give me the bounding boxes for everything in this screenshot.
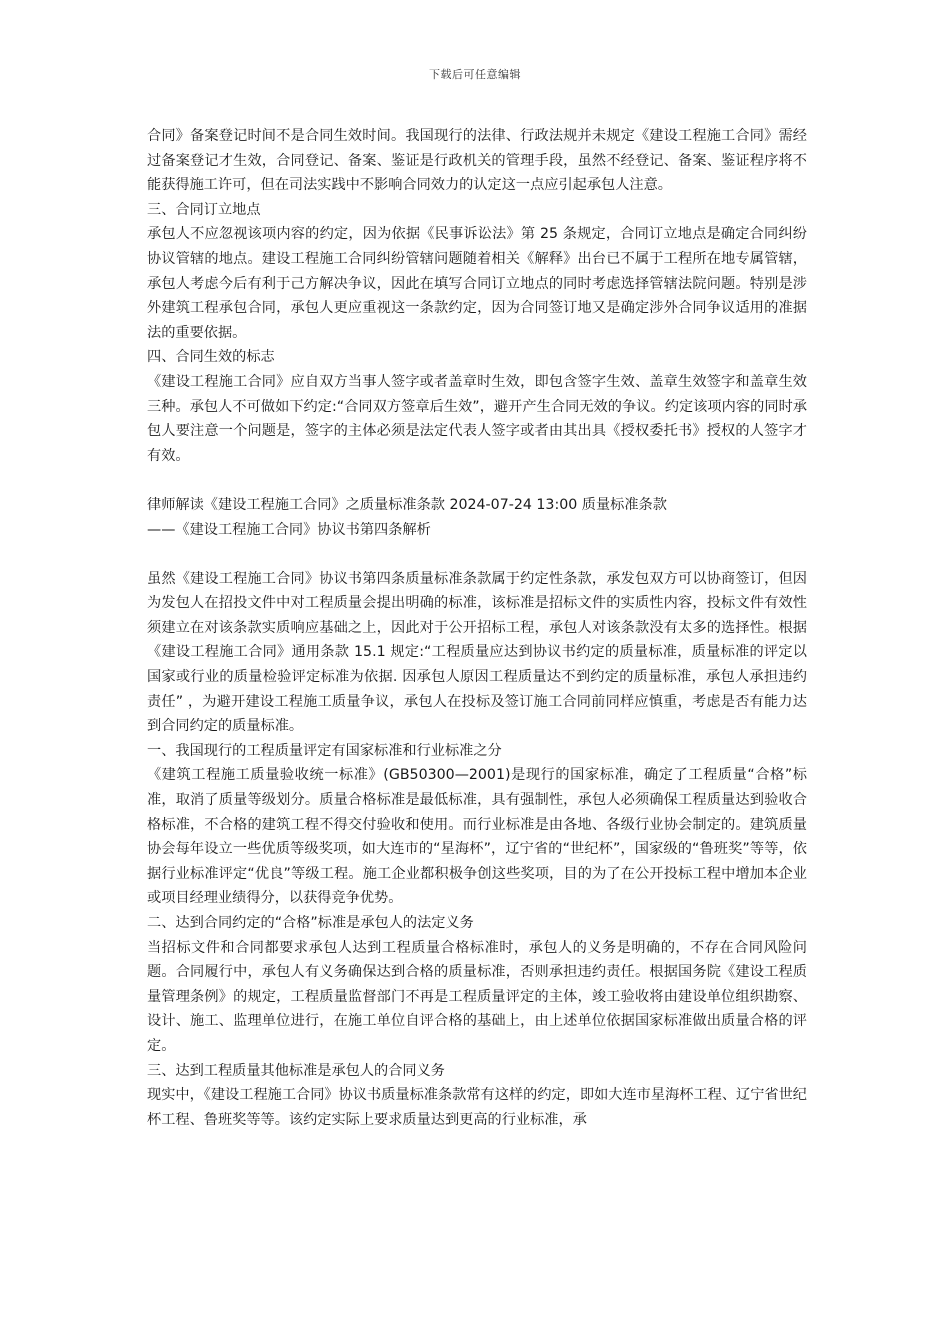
- article-subtitle: ——《建设工程施工合同》协议书第四条解析: [147, 521, 431, 538]
- paragraph-quality-intro: 虽然《建设工程施工合同》协议书第四条质量标准条款属于约定性条款，承发包双方可以协商签订，但因为发包人在招投文件中对工程质量会提出明确的标准，该标准是招标文件的实质性内容，投标文件有效性须建立在对该条款实质响应基础之上，因此对于公开招标工程，承包人对该条款没有太多的选择性。根据《建设工程施工合同》通用条款 15.1 规定:“工程质量应达到协议书约定的质量标准，质量标准的评定以国家或行业的质量检验评定标准为依据. 因承包人原因工程质量达不到约定的质量标准，承包人承担违约责任” ，为避开建设工程施工质量争议，承包人在投标及签订施工合同前同样应慎重，考虑是否有能力达到合同约定的质量标准。: [147, 570, 807, 735]
- paragraph-quality-standards: 《建筑工程施工质量验收统一标准》(GB50300—2001)是现行的国家标准，确定了工程质量“合格”标准，取消了质量等级划分。质量合格标准是最低标准，具有强制性，承包人必须确保工程质量达到验收合格标准，不合格的建筑工程不得交付验收和使用。而行业标准是由各地、各级行业协会制定的。建筑质量协会每年设立一些优质等级奖项，如大连市的“星海杯”，辽宁省的“世纪杯”，国家级的“鲁班奖”等等，依据行业标准评定“优良”等级工程。施工企业都积极争创这些奖项，目的为了在公开投标工程中增加本企业或项目经理业绩得分，以获得竞争优势。: [147, 767, 807, 907]
- heading-quality-standards: 一、我国现行的工程质量评定有国家标准和行业标准之分: [147, 742, 502, 759]
- page-header: 下载后可任意编辑: [429, 68, 521, 81]
- blank-line: [147, 542, 807, 567]
- heading-effectiveness: 四、合同生效的标志: [147, 349, 275, 366]
- paragraph-contract-obligation: 现实中，《建设工程施工合同》协议书质量标准条款常有这样的约定，即如大连市星海杯工程、辽宁省世纪杯工程、鲁班奖等等。该约定实际上要求质量达到更高的行业标准，承: [147, 1087, 807, 1128]
- paragraph-signing-place: 承包人不应忽视该项内容的约定，因为依据《民事诉讼法》第 25 条规定，合同订立地点是确定合同纠纷协议管辖的地点。建设工程施工合同纠纷管辖问题随着相关《解释》出台已不属于工程所在地专属管辖，承包人考虑今后有利于己方解决争议，因此在填写合同订立地点的同时考虑选择管辖法院问题。特别是涉外建筑工程承包合同，承包人更应重视这一条款约定，因为合同签订地又是确定涉外合同争议适用的准据法的重要依据。: [147, 226, 807, 341]
- document-body: [147, 124, 807, 1132]
- paragraph-legal-obligation: 当招标文件和合同都要求承包人达到工程质量合格标准时，承包人的义务是明确的，不存在合同风险问题。合同履行中，承包人有义务确保达到合格的质量标准，否则承担违约责任。根据国务院《建设工程质量管理条例》的规定，工程质量监督部门不再是工程质量评定的主体，竣工验收将由建设单位组织勘察、设计、施工、监理单位进行，在施工单位自评合格的基础上，由上述单位依据国家标准做出质量合格的评定。: [147, 939, 807, 1054]
- paragraph-filing-registration: 合同》备案登记时间不是合同生效时间。我国现行的法律、行政法规并未规定《建设工程施工合同》需经过备案登记才生效，合同登记、备案、鉴证是行政机关的管理手段，虽然不经登记、备案、鉴证程序将不能获得施工许可，但在司法实践中不影响合同效力的认定这一点应引起承包人注意。: [147, 128, 807, 194]
- blank-line: [147, 468, 807, 493]
- heading-legal-obligation: 二、达到合同约定的“合格”标准是承包人的法定义务: [147, 915, 474, 931]
- article-title: 律师解读《建设工程施工合同》之质量标准条款 2024-07-24 13:00 质量标准条款: [147, 496, 667, 513]
- paragraph-effectiveness: 《建设工程施工合同》应自双方当事人签字或者盖章时生效，即包含签字生效、盖章生效签字和盖章生效三种。承包人不可做如下约定:“合同双方签章后生效”，避开产生合同无效的争议。约定该项内容的同时承包人要注意一个问题是，签字的主体必须是法定代表人签字或者由其出具《授权委托书》授权的人签字才有效。: [147, 373, 807, 464]
- heading-signing-place: 三、合同订立地点: [147, 201, 261, 218]
- heading-contract-obligation: 三、达到工程质量其他标准是承包人的合同义务: [147, 1062, 445, 1079]
